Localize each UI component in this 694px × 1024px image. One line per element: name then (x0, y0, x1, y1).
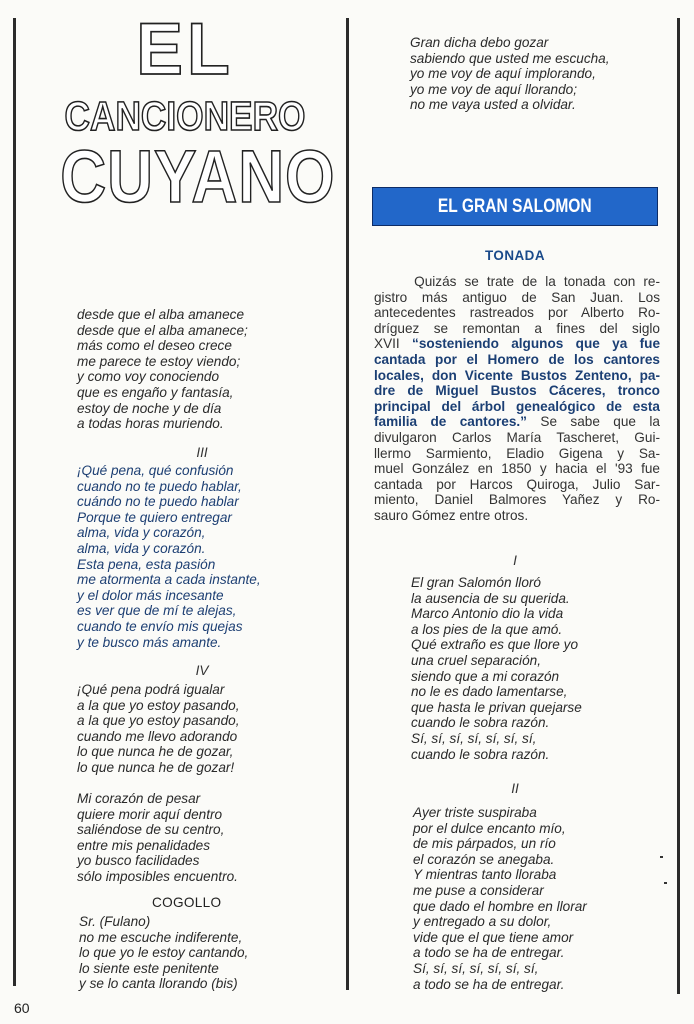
title-line-2: CANCIONERO (64, 93, 306, 139)
verse-line: más como el deseo crece (77, 338, 232, 354)
verse-line: lo que yo le estoy cantando, (79, 945, 249, 961)
verse-line: de mis párpados, un río (413, 836, 556, 852)
verse-line: Qué extraño es que llore yo (411, 637, 579, 653)
verse-line: cuándo no te puedo hablar (77, 494, 239, 510)
verse-line: entre mis penalidades (77, 837, 210, 853)
verse-line: yo busco facilidades (77, 853, 200, 869)
verse-line: es ver que de mí te alejas, (77, 603, 237, 619)
verse-line: ¡Qué pena, qué confusión (77, 463, 234, 478)
prose-line: locales, don Vicente Bustos Zenteno, pa- (374, 367, 660, 383)
title-line-1: EL (136, 8, 234, 90)
stanza-iii (77, 463, 261, 650)
prose-line: muel González en 1850 y hacia el '93 fue (374, 461, 660, 477)
verse-line: cuando no te puedo hablar, (77, 478, 242, 494)
column-rule-middle (346, 18, 349, 990)
verse-line: una cruel separación, (411, 652, 541, 668)
verse-line: y te busco más amante. (77, 634, 222, 650)
prose-line: llermo Sarmiento, Eladio Gigena y Sa- (374, 445, 660, 461)
verse-line: a la que yo estoy pasando, (77, 713, 240, 729)
verse-line: alma, vida y corazón. (77, 540, 206, 556)
verse-line: lo que nunca he de gozar! (77, 759, 235, 775)
verse-line: Sí, sí, sí, sí, sí, sí, sí, (411, 730, 537, 746)
stanza-number-iii: III (196, 445, 208, 460)
prose-line: sauro Gómez entre otros. (374, 507, 529, 523)
verse-line: y como voy conociendo (77, 369, 220, 385)
verse-line: cuando le sobra razón. (411, 715, 550, 731)
verse-line: el corazón se anegaba. (413, 851, 555, 867)
verse-line: lo siente este penitente (79, 960, 219, 976)
verse-line: que es engaño y fantasía, (77, 384, 234, 400)
verse-line: yo me voy de aquí llorando; (410, 81, 578, 97)
verse-line: que hasta le privan quejarse (411, 699, 582, 715)
verse-line: a todas horas muriendo. (77, 416, 224, 432)
prose-line: gistro más antiguo de San Juan. Los (374, 289, 660, 305)
verse-line: cuando me llevo adorando (77, 728, 238, 744)
verse-line: estoy de noche y de día (77, 400, 222, 416)
stanza-number-i: I (513, 553, 517, 568)
banner-title: EL GRAN SALOMON (438, 195, 592, 217)
verse-line: me puse a considerar (413, 882, 544, 898)
prose-line: cantada por Harcos Quiroga, Julio Sar- (374, 476, 660, 492)
prose-line: dríguez se remontan a fines del siglo (374, 320, 660, 336)
verse-line: me parece te estoy viendo; (77, 353, 241, 369)
verse-line: me atormenta a cada instante, (77, 572, 261, 588)
print-speck (664, 882, 667, 884)
stanza-a (77, 307, 248, 432)
title-line-3: CUYANO (60, 135, 336, 218)
verse-line: ¡Qué pena podrá igualar (77, 682, 225, 697)
verse-line: a todo se ha de entregar. (413, 945, 565, 961)
prose-line: antecedentes rastreados por Alberto Ro- (374, 305, 660, 321)
verse-line: a los pies de la que amó. (411, 621, 563, 637)
verse-line: El gran Salomón lloró (411, 575, 541, 590)
verse-line: que dado el hombre en llorar (413, 898, 587, 914)
verse-line: Y mientras tanto lloraba (413, 867, 557, 883)
prose-line: principal del árbol genealógico de esta (374, 398, 660, 414)
verse-line: no me escuche indiferente, (79, 929, 243, 945)
stanza-i (411, 575, 582, 762)
verse-line: desde que el alba amanece; (77, 322, 248, 338)
column-rule-left (13, 18, 16, 986)
stanza-ii (413, 805, 587, 992)
verse-line: cuando te envío mis quejas (77, 618, 243, 634)
prose-line: XVII “sosteniendo algunos que ya fue (374, 336, 661, 352)
section-banner (372, 187, 658, 226)
verse-line: desde que el alba amanece (77, 307, 245, 322)
stanza-number-iv: IV (195, 663, 209, 678)
prose-line: cantada por el Homero de los cantores (374, 351, 660, 367)
prose-line: Quizás se trate de la tonada con re- (374, 274, 660, 289)
verse-line: sabiendo que usted me escucha, (410, 50, 610, 66)
intro-paragraph (374, 274, 660, 524)
prose-line: miento, Daniel Balmores Yañez y Ro- (374, 492, 660, 508)
cogollo-heading: COGOLLO (152, 895, 222, 910)
stanza-cogollo (79, 914, 248, 992)
verse-line: no le es dado lamentarse, (411, 684, 568, 700)
verse-line: siendo que a mi corazón (411, 668, 560, 684)
stanza-number-ii: II (511, 781, 519, 796)
verse-line: Marco Antonio dio la vida (411, 606, 564, 622)
verse-line: no me vaya usted a olvidar. (410, 97, 576, 113)
verse-line: Sr. (Fulano) (79, 914, 151, 929)
verse-line: Porque te quiero entregar (77, 509, 232, 525)
column-rule-right (677, 18, 680, 994)
verse-line: alma, vida y corazón, (77, 525, 206, 541)
verse-line: por el dulce encanto mío, (413, 820, 566, 836)
verse-line: sólo imposibles encuentro. (77, 868, 238, 884)
print-speck (660, 856, 663, 858)
verse-line: y se lo canta llorando (bis) (79, 976, 238, 992)
verse-line: yo me voy de aquí implorando, (410, 66, 596, 82)
verse-line: y entregado a su dolor, (413, 914, 552, 930)
verse-line: y el dolor más incesante (77, 587, 224, 603)
verse-line: Esta pena, esta pasión (77, 556, 216, 572)
verse-line: vide que el que tiene amor (413, 929, 574, 945)
stanza-v (77, 791, 238, 885)
section-subheading: TONADA (484, 248, 546, 263)
verse-line: a todo se ha de entregar. (413, 976, 565, 992)
stanza-top-right (410, 35, 610, 113)
verse-line: saliéndose de su centro, (77, 822, 225, 838)
verse-line: Gran dicha debo gozar (410, 35, 549, 50)
verse-line: Sí, sí, sí, sí, sí, sí, sí, (413, 960, 539, 976)
verse-line: Ayer triste suspiraba (413, 805, 537, 820)
verse-line: Mi corazón de pesar (77, 791, 201, 806)
verse-line: la ausencia de su querida. (411, 590, 570, 606)
verse-line: quiere morir aquí dentro (77, 806, 223, 822)
stanza-iv (77, 682, 240, 776)
prose-line: divulgaron Carlos María Tascheret, Gui- (374, 429, 660, 445)
page-number: 60 (14, 1000, 30, 1016)
verse-line: lo que nunca he de gozar, (77, 744, 234, 760)
verse-line: cuando le sobra razón. (411, 746, 550, 762)
verse-line: a la que yo estoy pasando, (77, 697, 240, 713)
prose-line: dre de Miguel Bustos Cáceres, tronco (374, 383, 660, 399)
prose-line: familia de cantores.” Se sabe que la (374, 414, 660, 430)
